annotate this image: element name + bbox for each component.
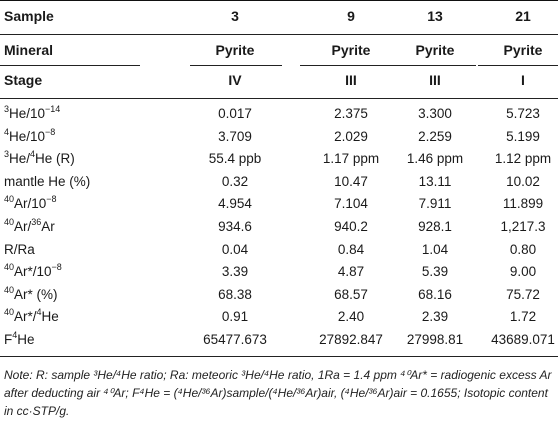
header-cell: 9 (347, 8, 355, 24)
table-row (0, 194, 558, 214)
header-cell: I (521, 72, 525, 88)
table-cell: 75.72 (506, 286, 540, 302)
row-label: $F^4He$ (4, 330, 35, 347)
table-row (0, 127, 558, 147)
table-cell: 0.32 (221, 173, 249, 189)
table-row (0, 172, 558, 192)
table-cell: 4.954 (218, 196, 252, 212)
table-cell: 2.39 (421, 309, 449, 325)
table-cell: 7.911 (418, 196, 452, 212)
table-row (0, 217, 558, 237)
table-cell: 43689.071 (491, 332, 555, 347)
table-row (0, 285, 558, 305)
table-cell: 3.300 (418, 106, 452, 121)
table-cell: 0.84 (337, 241, 365, 257)
table-cell: 7.104 (334, 196, 368, 212)
table-cell: 11.899 (502, 196, 544, 212)
header-rule (0, 65, 140, 66)
row-label: $^3$He/$^4$He (R) (4, 149, 75, 167)
header-cell: Pyrite (503, 42, 543, 58)
header-label: Sample (4, 8, 54, 24)
row-label: $^3He/10^{-14}$ (4, 104, 61, 121)
row-label: mantle He (%) (4, 173, 91, 189)
row-label: $^{40}Ar/10^{-8}$ (4, 194, 57, 212)
table-cell: 1.04 (421, 241, 449, 257)
table-cell: 5.199 (506, 128, 540, 144)
header-cell: Pyrite (215, 42, 255, 58)
row-label: $^{40}$Ar* (%) (4, 284, 58, 302)
header-cell: 3 (231, 8, 239, 24)
table-cell: 55.4 ppb (208, 151, 262, 167)
header-rule (190, 65, 282, 66)
table-cell: 1.17 ppm (322, 151, 380, 167)
table-cell: 1.46 ppm (406, 151, 464, 167)
header-cell: Pyrite (415, 42, 455, 58)
table-row (0, 307, 558, 327)
header-cell: Pyrite (331, 42, 371, 58)
table-cell: 10.02 (506, 173, 540, 189)
table-cell: 1.72 (509, 309, 537, 325)
table-cell: 3.39 (221, 264, 249, 280)
header-cell: III (429, 72, 441, 88)
table-cell: 68.57 (334, 286, 368, 302)
table-cell: 1.12 ppm (494, 151, 552, 167)
header-rule (0, 34, 558, 35)
table-row (0, 240, 558, 260)
table-cell: 9.00 (509, 264, 537, 280)
table-cell: 934.6 (218, 219, 252, 234)
header-rule (478, 65, 558, 66)
table-top-rule (0, 0, 558, 1)
table-cell: 27892.847 (319, 332, 383, 347)
table-bottom-rule (0, 356, 558, 357)
table-cell: 5.723 (506, 106, 540, 121)
table-row (0, 149, 558, 169)
header-cell: III (345, 72, 357, 88)
header-rule (392, 65, 476, 66)
table-cell: 940.2 (334, 219, 368, 234)
header-label: Mineral (4, 42, 54, 58)
table-cell: 2.029 (334, 128, 368, 144)
table-cell: 0.017 (218, 106, 252, 121)
header-cell: 13 (427, 8, 443, 24)
table-cell: 3.709 (218, 128, 252, 144)
table-cell: 13.11 (418, 173, 452, 189)
table-cell: 0.04 (221, 241, 249, 257)
table-cell: 65477.673 (203, 332, 267, 347)
header-row-stage (0, 70, 558, 90)
table-cell: 68.16 (418, 286, 452, 302)
table-cell: 10.47 (334, 173, 368, 189)
table-cell: 0.80 (509, 241, 537, 257)
table-cell: 1,217.3 (500, 219, 546, 234)
table-cell: 2.259 (418, 128, 452, 144)
row-label: $^{40}$Ar*/$^4$He (4, 307, 59, 325)
table-cell: 4.87 (337, 264, 365, 280)
header-cell: 21 (515, 8, 531, 24)
row-label: $^{40}$Ar/$^{36}$Ar (4, 217, 55, 234)
table-row (0, 104, 558, 124)
table-note: Note: R: sample ³He/⁴He ratio; Ra: meteoric ³He/⁴He ratio, 1Ra = 1.4 ppm ⁴⁰Ar* = radiogenic excess Ar after deducting air ⁴⁰Ar; F⁴He = (⁴He/³⁶Ar)sample/(⁴He/³⁶Ar)air, (⁴He/³⁶Ar)air = 0.1655; Isotopic content in cc·STP/g. (4, 368, 552, 418)
table-cell: 2.40 (337, 309, 365, 325)
table-cell: 928.1 (418, 219, 452, 234)
row-label: $^4He/10^{-8}$ (4, 126, 56, 144)
table-row (0, 330, 558, 350)
header-label: Stage (4, 72, 43, 88)
header-row-sample (0, 6, 558, 26)
table-cell: 68.38 (218, 286, 252, 302)
table-cell: 5.39 (421, 264, 449, 280)
header-row-mineral (0, 40, 558, 60)
header-cell: IV (228, 72, 242, 88)
table-cell: 0.91 (221, 309, 249, 325)
row-label: $^{40}Ar*/10^{-8}$ (4, 262, 62, 280)
table-cell: 2.375 (334, 106, 368, 121)
table-row (0, 262, 558, 282)
table-cell: 27998.81 (406, 332, 464, 347)
row-label: R/Ra (4, 241, 35, 257)
header-bottom-rule (0, 98, 558, 99)
header-rule (300, 65, 400, 66)
